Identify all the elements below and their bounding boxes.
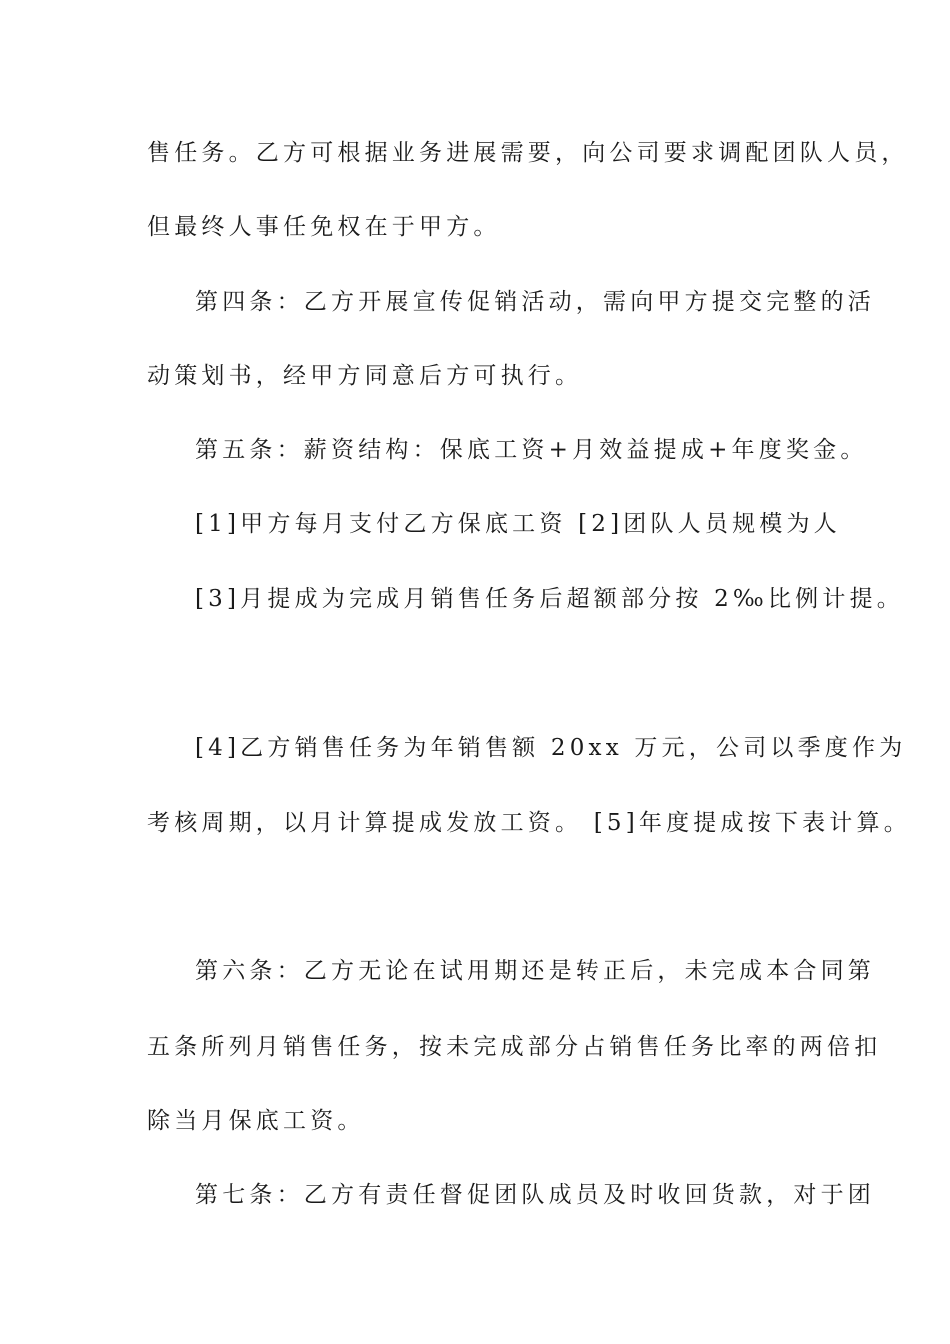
text-line: [1]甲方每月支付乙方保底工资 [2]团队人员规模为人 bbox=[195, 511, 841, 537]
text-line: [3]月提成为完成月销售任务后超额部分按 2‰比例计提。 bbox=[195, 586, 904, 612]
text-line: [4]乙方销售任务为年销售额 20xx 万元，公司以季度作为 bbox=[195, 735, 907, 761]
text-line: 考核周期，以月计算提成发放工资。 [5]年度提成按下表计算。 bbox=[147, 810, 911, 836]
text-line: 售任务。乙方可根据业务进展需要，向公司要求调配团队人员， bbox=[147, 140, 909, 166]
text-line: 五条所列月销售任务，按未完成部分占销售任务比率的两倍扣 bbox=[147, 1034, 882, 1060]
text-line: 除当月保底工资。 bbox=[147, 1108, 365, 1134]
article-6-heading-line: 第六条：乙方无论在试用期还是转正后，未完成本合同第 bbox=[195, 958, 875, 984]
article-7-heading-line: 第七条：乙方有责任督促团队成员及时收回货款，对于团 bbox=[195, 1182, 875, 1208]
text-line: 但最终人事任免权在于甲方。 bbox=[147, 214, 501, 240]
article-4-heading-line: 第四条：乙方开展宣传促销活动，需向甲方提交完整的活 bbox=[195, 289, 875, 315]
text-line: 动策划书，经甲方同意后方可执行。 bbox=[147, 363, 583, 389]
article-5-heading-line: 第五条：薪资结构：保底工资+月效益提成+年度奖金。 bbox=[195, 437, 868, 463]
